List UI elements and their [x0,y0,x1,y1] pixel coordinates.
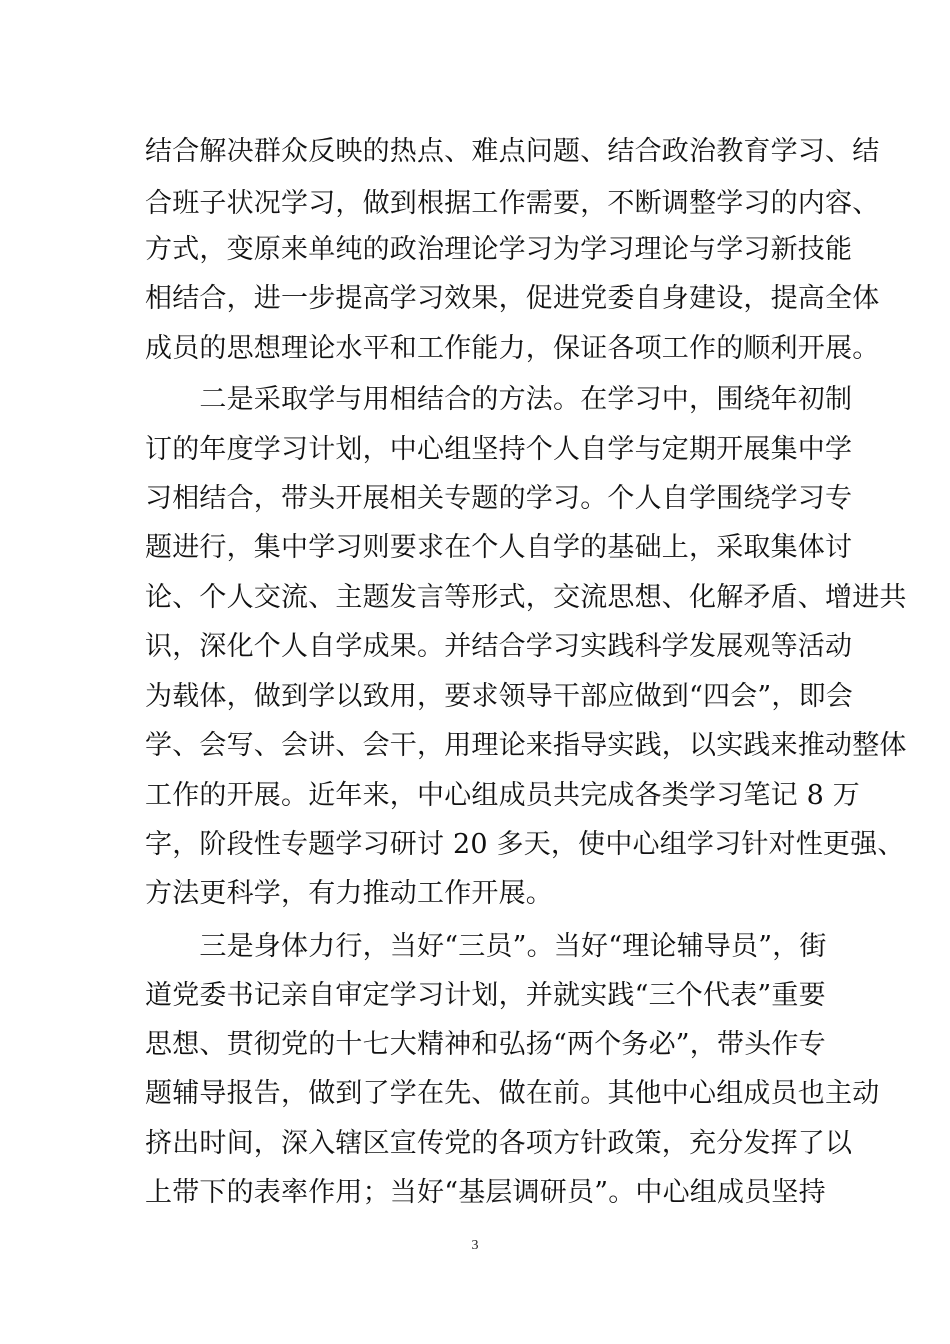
text-line: 方法更科学，有力推动工作开展。 [145,878,553,909]
text-line: 思想、贯彻党的十七大精神和弘扬“两个务必”，带头作专 [145,1029,826,1060]
text-line: 三是身体力行，当好“三员”。当好“理论辅导员”，街 [145,931,827,962]
text-line: 习相结合，带头开展相关专题的学习。个人自学围绕学习专 [145,483,853,514]
text-line: 论、个人交流、主题发言等形式，交流思想、化解矛盾、增进共 [145,582,907,613]
text-line: 二是采取学与用相结合的方法。在学习中，围绕年初制 [145,384,853,415]
text-line: 题进行，集中学习则要求在个人自学的基础上，采取集体讨 [145,532,853,563]
text-line: 合班子状况学习，做到根据工作需要，不断调整学习的内容、 [145,188,880,219]
text-line: 结合解决群众反映的热点、难点问题、结合政治教育学习、结 [145,136,880,167]
text-line: 相结合，进一步提高学习效果，促进党委自身建设，提高全体 [145,283,880,314]
text-line: 工作的开展。近年来，中心组成员共完成各类学习笔记 8 万 [145,780,860,811]
text-line: 订的年度学习计划，中心组坚持个人自学与定期开展集中学 [145,434,853,465]
text-line: 成员的思想理论水平和工作能力，保证各项工作的顺利开展。 [145,333,880,364]
text-line: 上带下的表率作用；当好“基层调研员”。中心组成员坚持 [145,1177,826,1208]
text-line: 为载体，做到学以致用，要求领导干部应做到“四会”，即会 [145,681,854,712]
text-line: 字，阶段性专题学习研讨 20 多天，使中心组学习针对性更强、 [145,829,905,860]
text-line: 道党委书记亲自审定学习计划，并就实践“三个代表”重要 [145,980,826,1011]
text-line: 挤出时间，深入辖区宣传党的各项方针政策，充分发挥了以 [145,1128,853,1159]
page-number: 3 [471,1238,479,1253]
text-line: 学、会写、会讲、会干，用理论来指导实践，以实践来推动整体 [145,730,907,761]
text-line: 题辅导报告，做到了学在先、做在前。其他中心组成员也主动 [145,1078,880,1109]
text-line: 方式，变原来单纯的政治理论学习为学习理论与学习新技能 [145,234,853,265]
text-line: 识，深化个人自学成果。并结合学习实践科学发展观等活动 [145,631,853,662]
